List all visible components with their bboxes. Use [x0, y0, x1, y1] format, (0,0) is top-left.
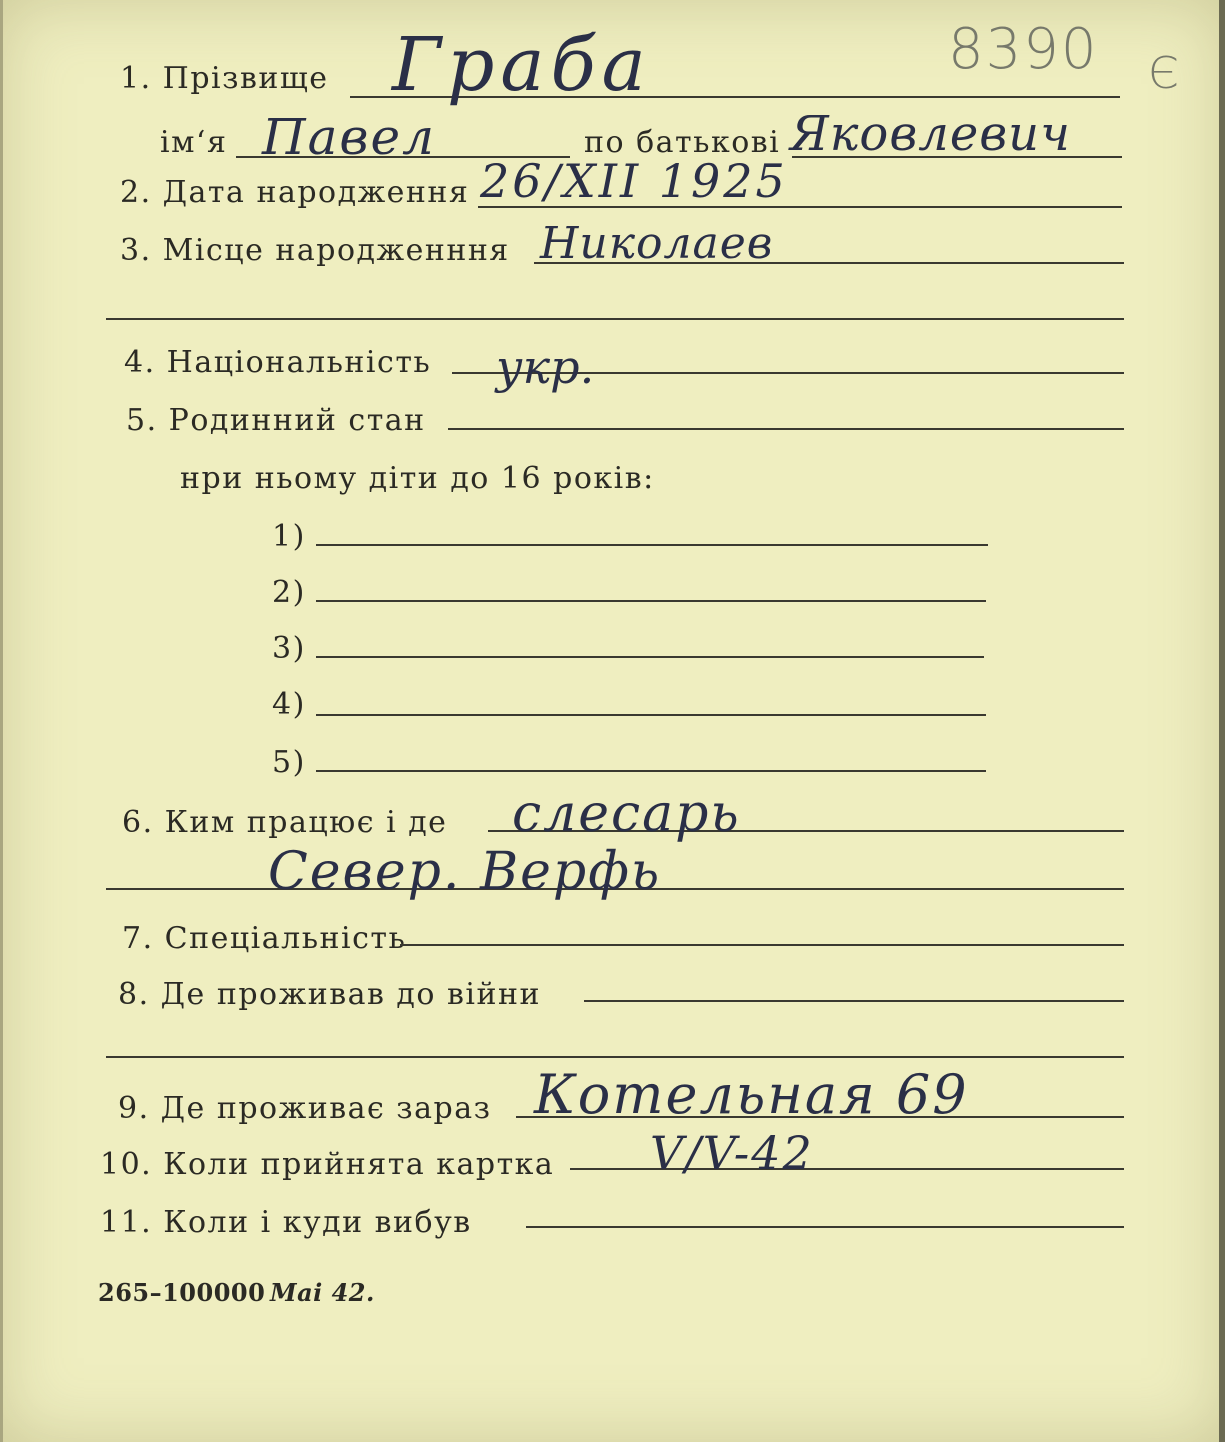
card-accepted-label: 10. Коли прийнята картка	[100, 1147, 555, 1182]
workplace-value: Север. Верфь	[268, 842, 662, 902]
child-slot-3-label: 3)	[272, 631, 306, 666]
child-slot-2-label: 2)	[272, 575, 306, 610]
prewar-residence-label: 8. Де проживав до війни	[118, 977, 541, 1012]
nationality-value: укр.	[496, 340, 595, 394]
record-number: 8390	[948, 17, 1099, 82]
surname-label: 1. Прізвище	[120, 61, 329, 96]
occupation-value: слесарь	[512, 784, 741, 844]
child-slot-1-label: 1)	[272, 519, 306, 554]
child-slot-4-label: 4)	[272, 687, 306, 722]
name-value: Павел	[262, 108, 436, 166]
nationality-label: 4. Національність	[124, 345, 432, 380]
birth-place-line-2	[106, 318, 1124, 320]
children-label: нри ньому діти до 16 років:	[180, 461, 655, 496]
print-code: 265–100000	[98, 1278, 266, 1307]
card-left-edge	[0, 0, 3, 1442]
family-status-label: 5. Родинний стан	[126, 403, 426, 438]
child-slot-5-label: 5)	[272, 745, 306, 780]
birth-place-label: 3. Місце народженння	[120, 233, 510, 268]
child-slot-2-line	[316, 600, 986, 602]
child-slot-1-line	[316, 544, 988, 546]
child-slot-3-line	[316, 656, 984, 658]
prewar-residence-line-2	[106, 1056, 1124, 1058]
child-slot-5-line	[316, 770, 986, 772]
birth-date-label: 2. Дата народження	[120, 175, 470, 210]
birth-date-value: 26/XII 1925	[480, 154, 788, 208]
print-date: Маі 42.	[270, 1278, 375, 1307]
departed-line	[526, 1226, 1124, 1228]
current-residence-value: Котельная 69	[534, 1063, 969, 1126]
departed-label: 11. Коли і куди вибув	[100, 1205, 472, 1240]
specialty-label: 7. Спеціальність	[122, 921, 407, 956]
specialty-line	[400, 944, 1124, 946]
child-slot-4-line	[316, 714, 986, 716]
birth-place-value: Николаев	[540, 218, 774, 269]
patronymic-value: Яковлевич	[790, 106, 1071, 162]
work-label: 6. Ким працює і де	[122, 805, 448, 840]
surname-value: Граба	[392, 22, 652, 108]
current-residence-label: 9. Де проживає зараз	[118, 1091, 492, 1126]
family-status-line	[448, 428, 1124, 430]
card-accepted-value: V/V-42	[650, 1126, 814, 1180]
corner-mark: Є	[1148, 48, 1179, 99]
card-right-edge	[1219, 0, 1225, 1442]
prewar-residence-line	[584, 1000, 1124, 1002]
name-label: ім‘я	[160, 125, 228, 160]
patronymic-label: по батькові	[584, 125, 781, 160]
